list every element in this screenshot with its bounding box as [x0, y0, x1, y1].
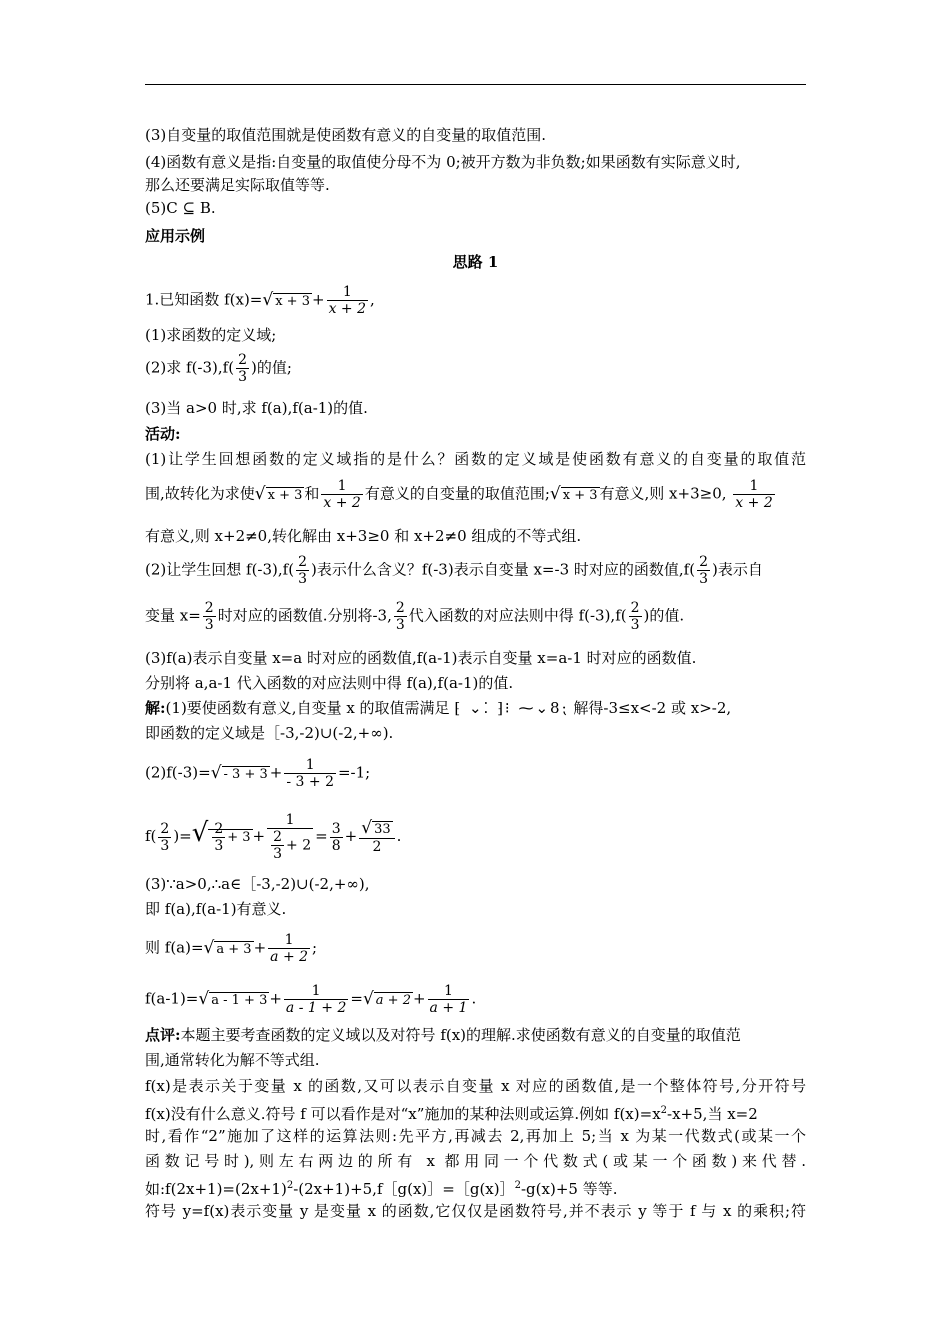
denominator: x + 2 [328, 301, 366, 317]
activity-3-line-2: 分别将 a,a-1 代入函数的对应法则中得 f(a),f(a-1)的值. [145, 674, 514, 692]
solution-3c [145, 932, 317, 965]
superscript: 2 [286, 1180, 294, 1191]
comma: , [370, 290, 375, 309]
text-span: 代入函数的对应法则中得 f(-3),f( [408, 606, 627, 625]
text-span: 本题主要考查函数的定义域以及对符号 f(x)的理解.求使函数有意义的自变量的取值范 [180, 1026, 741, 1044]
solution-label: 解: [145, 699, 166, 717]
activity-2-line [145, 554, 763, 587]
numerator: 1 [285, 812, 295, 828]
text-span: (1)要使函数有意义,自变量 x 的取值需满足 [165, 699, 450, 717]
solution-3b: 即 f(a),f(a-1)有意义. [145, 900, 287, 918]
plus-two: + 2 [286, 837, 312, 854]
paragraph-line [145, 1175, 617, 1200]
fraction [733, 478, 774, 511]
fraction [236, 352, 249, 385]
sqrt-expr: √ $\frac{2}{3}$ + 3 [191, 817, 251, 854]
text-span: 围,故转化为求使 [145, 484, 255, 503]
paragraph-line [145, 1100, 758, 1125]
text-span: 变量 x= [145, 606, 201, 625]
numerator: 1 [337, 478, 347, 494]
radicand: - 3 + 3 [223, 766, 268, 782]
denominator: x + 2 [735, 495, 773, 511]
activity-1-line-2 [145, 478, 777, 511]
plus-sign: + [269, 989, 282, 1008]
solution-3: (3)∵a>0,∴a∈［-3,-2)∪(-2,+∞), [145, 875, 370, 893]
radicand: x + 3 [267, 487, 303, 503]
fraction [271, 829, 284, 862]
text-span: -(2x+1)+5,f［g(x)］=［g(x)］ [293, 1180, 515, 1198]
q2-text: (2)求 f(-3),f( [145, 358, 235, 377]
denominator: 3 [395, 617, 405, 633]
numerator: 2 [214, 820, 224, 837]
radicand: x + 3 [562, 487, 598, 503]
fraction [697, 554, 710, 587]
text-span: ; [312, 938, 318, 957]
solution-3d [145, 983, 476, 1016]
fraction [212, 821, 225, 854]
section-heading: 应用示例 [145, 227, 206, 245]
text-span: . [471, 989, 477, 1008]
numerator [359, 817, 394, 838]
text-line: (5)C ⊆ B. [145, 199, 216, 217]
numerator: 2 [160, 820, 170, 837]
denominator: 3 [204, 617, 214, 633]
fraction [284, 757, 336, 790]
denominator: x + 2 [323, 495, 361, 511]
fraction [330, 821, 343, 854]
question-3: (3)当 a>0 时,求 f(a),f(a-1)的值. [145, 399, 368, 417]
denominator: - 3 + 2 [286, 774, 334, 790]
denominator: a + 2 [270, 949, 309, 965]
denominator: 8 [331, 837, 341, 854]
text-span: =-1; [337, 763, 371, 782]
subsection-heading: 思路 1 [452, 253, 499, 271]
text-span: f( [145, 827, 157, 845]
numerator: 1 [444, 983, 453, 999]
denominator: 3 [238, 369, 247, 385]
text-span: 则 f(a)= [145, 938, 204, 957]
text-span: )表示自 [711, 560, 763, 579]
sqrt-expr: √ a - 1 + 3 [198, 988, 268, 1009]
text-span: f(a-1)= [145, 989, 199, 1008]
plus-sign: + [253, 938, 267, 957]
denominator: a - 1 + 2 [285, 1000, 347, 1016]
text-line: (3)自变量的取值范围就是使函数有意义的自变量的取值范围. [145, 126, 547, 144]
solution-2 [145, 757, 370, 790]
compound-fraction [267, 812, 313, 862]
radicand: a + 3 [216, 941, 252, 957]
activity-1-line-3: 有意义,则 x+2≠0,转化解由 x+3≥0 和 x+2≠0 组成的不等式组. [145, 527, 582, 545]
sqrt-expr: √ a + 2 [362, 988, 411, 1009]
paragraph-line: 函数记号时),则左右两边的所有 x 都用同一个代数式(或某一个函数)来代替. [145, 1152, 806, 1170]
text-span: -g(x)+5 等等. [520, 1180, 618, 1198]
text-span: . [396, 827, 402, 845]
activity-1-line: (1)让学生回想函数的定义域指的是什么？函数的定义域是使函数有意义的自变量的取值范 [145, 450, 806, 468]
denominator: 3 [160, 837, 170, 854]
text-span: )表示什么含义？f(-3)表示自变量 x=-3 时对应的函数值,f( [310, 560, 696, 579]
fraction [629, 600, 642, 633]
denominator: 3 [699, 571, 708, 587]
text-span: )的值. [643, 606, 685, 625]
solution-2b [145, 812, 401, 862]
text-span: 解得-3≤x<-2 或 x>-2, [573, 699, 732, 717]
fraction [284, 983, 348, 1016]
paragraph-line: f(x)是表示关于变量 x 的函数,又可以表示自变量 x 对应的函数值,是一个整体符号,分开符号 [145, 1077, 806, 1095]
comment-line [145, 1024, 741, 1046]
fraction [327, 284, 368, 317]
denominator [267, 828, 313, 862]
radicand: a - 1 + 3 [211, 992, 268, 1008]
header-rule [145, 84, 806, 85]
text-span: f(x)没有什么意义.符号 f 可以看作是对“x”施加的某种法则或运算.例如 f(x)=x [145, 1105, 661, 1123]
sqrt-expr: √ x + 3 [262, 289, 310, 310]
numerator: 2 [699, 554, 708, 570]
sqrt-expr: √ 33 [361, 817, 391, 838]
text-span: 和 [304, 484, 320, 503]
numerator: 2 [298, 554, 307, 570]
text-line: (4)函数有意义是指:自变量的取值使分母不为 0;被开方数为非负数;如果函数有实际意义时, [145, 153, 741, 171]
radicand: x + 3 [275, 293, 310, 309]
text-span: (2)让学生回想 f(-3),f( [145, 560, 295, 579]
sqrt-expr: √ x + 3 [549, 483, 598, 504]
superscript: 2 [514, 1180, 521, 1191]
numerator: 3 [331, 820, 341, 837]
plus-sign: + [269, 763, 283, 782]
sqrt-expr: √ - 3 + 3 [210, 762, 268, 783]
question-2 [145, 352, 292, 385]
fraction [359, 817, 394, 855]
sqrt-expr: √ x + 3 [254, 483, 303, 504]
numerator: 1 [749, 478, 759, 494]
activity-3-line: (3)f(a)表示自变量 x=a 时对应的函数值,f(a-1)表示自变量 x=a-1 时对应的函数值. [145, 649, 697, 667]
q2-text-end: )的值; [250, 358, 292, 377]
denominator: 3 [214, 837, 224, 854]
fraction [394, 600, 407, 633]
fraction [428, 983, 470, 1016]
sqrt-expr: √ a + 3 [203, 937, 252, 958]
inequality-system: ⁅ ⌄⁚ ⁆⁝ ⁓⌄8⁏ [454, 699, 569, 717]
radicand: a + 2 [375, 992, 411, 1008]
solution-domain: 即函数的定义域是［-3,-2)∪(-2,+∞). [145, 724, 394, 742]
denominator: 3 [630, 617, 640, 633]
radicand: 33 [374, 821, 391, 837]
radicand [208, 820, 252, 854]
text-line: 那么还要满足实际取值等等. [145, 176, 330, 194]
paragraph-line: 时,看作“2”施加了这样的运算法则:先平方,再减去 2,再加上 5;当 x 为某一代数式(或某一个 [145, 1127, 806, 1145]
q-intro-text: 1.已知函数 f(x)= [145, 290, 263, 309]
text-span: 有意义,则 x+3≥0, [599, 484, 727, 503]
numerator: 1 [342, 284, 352, 300]
denominator: 3 [298, 571, 307, 587]
plus-three: + 3 [227, 829, 251, 845]
fraction [203, 600, 216, 633]
comment-label: 点评: [145, 1026, 181, 1044]
numerator: 2 [204, 600, 214, 616]
activity-heading: 活动: [145, 425, 181, 443]
question-1: (1)求函数的定义域; [145, 326, 277, 344]
activity-2-line-2 [145, 600, 684, 633]
equals-sign: = [315, 827, 328, 845]
solution-line [145, 697, 731, 719]
question-intro [145, 284, 375, 317]
plus-sign: + [311, 290, 325, 309]
text-span: 如:f(2x+1)=(2x+1) [145, 1180, 287, 1198]
numerator: 2 [630, 600, 640, 616]
equals-sign: = [350, 989, 363, 1008]
numerator: 1 [284, 932, 294, 948]
text-span: 有意义的自变量的取值范围; [364, 484, 550, 503]
text-span: -x+5,当 x=2 [667, 1105, 758, 1123]
denominator: 2 [359, 838, 394, 855]
numerator: 2 [238, 352, 247, 368]
plus-sign: + [412, 989, 426, 1008]
fraction [296, 554, 309, 587]
text-span: (2)f(-3)= [145, 763, 211, 782]
plus-sign: + [252, 827, 266, 845]
numerator: 1 [311, 983, 321, 999]
text-span: )= [173, 827, 192, 845]
plus-sign: + [344, 827, 358, 845]
denominator: 3 [273, 846, 283, 862]
denominator: a + 1 [429, 1000, 468, 1016]
numerator: 2 [273, 829, 283, 845]
fraction [268, 932, 310, 965]
paragraph-line: 符号 y=f(x)表示变量 y 是变量 x 的函数,它仅仅是函数符号,并不表示 y 等于 f 与 x 的乘积;符 [145, 1202, 806, 1220]
numerator: 2 [395, 600, 405, 616]
fraction [321, 478, 362, 511]
numerator: 1 [305, 757, 315, 773]
comment-line-2: 围,通常转化为解不等式组. [145, 1051, 320, 1069]
fraction [158, 821, 171, 854]
text-span: 时对应的函数值.分别将-3, [217, 606, 392, 625]
superscript: 2 [660, 1105, 668, 1116]
